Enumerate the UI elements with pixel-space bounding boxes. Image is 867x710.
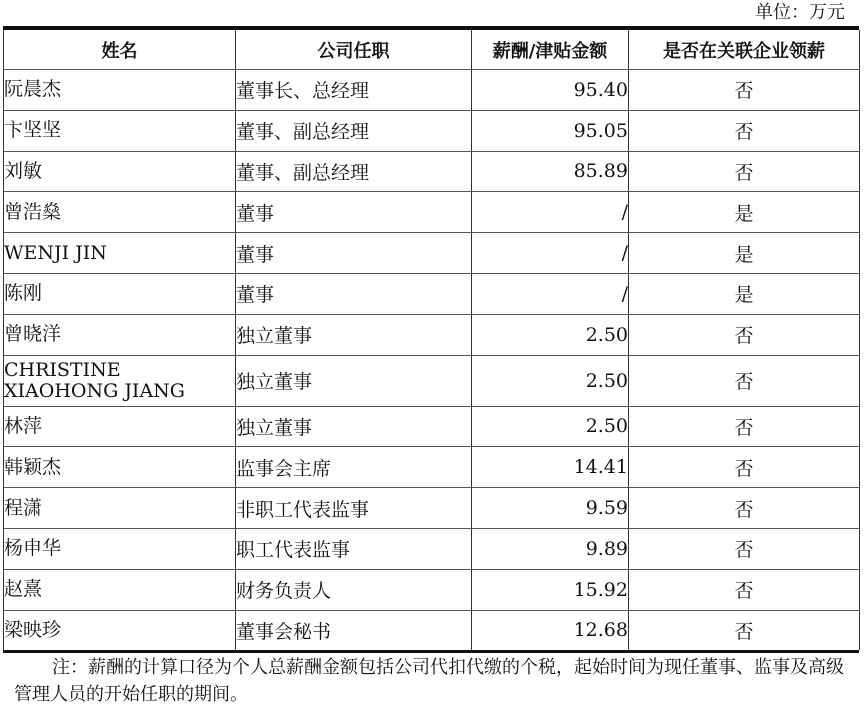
salary-table bbox=[3, 30, 860, 650]
cell-amount: 9.59 bbox=[472, 488, 629, 529]
table-row bbox=[4, 233, 860, 274]
cell-role: 独立董事 bbox=[236, 406, 472, 447]
table-bottom-rule bbox=[3, 650, 859, 653]
cell-related-pay: 否 bbox=[629, 110, 860, 151]
cell-amount: 15.92 bbox=[472, 569, 629, 610]
header-related-pay: 是否在关联企业领薪 bbox=[629, 30, 860, 70]
footnote bbox=[14, 654, 859, 708]
footnote-text: 注：薪酬的计算口径为个人总薪酬金额包括公司代扣代缴的个税，起始时间为现任董事、监事及高级管理人员的开始任职的期间。 bbox=[14, 657, 844, 705]
cell-amount: / bbox=[472, 273, 629, 314]
cell-amount: / bbox=[472, 233, 629, 274]
cell-amount: 12.68 bbox=[472, 610, 629, 650]
cell-role: 董事、副总经理 bbox=[236, 151, 472, 192]
table-row bbox=[4, 406, 860, 447]
cell-role: 董事 bbox=[236, 192, 472, 233]
table-row bbox=[4, 355, 860, 406]
cell-role: 财务负责人 bbox=[236, 569, 472, 610]
cell-name: 卞坚坚 bbox=[4, 110, 236, 151]
cell-name: 赵熹 bbox=[4, 569, 236, 610]
header-name: 姓名 bbox=[4, 30, 236, 70]
cell-name: 曾晓洋 bbox=[4, 314, 236, 355]
header-role: 公司任职 bbox=[236, 30, 472, 70]
cell-name: 程潇 bbox=[4, 488, 236, 529]
table-row bbox=[4, 70, 860, 111]
cell-name: 曾浩燊 bbox=[4, 192, 236, 233]
cell-amount: 9.89 bbox=[472, 528, 629, 569]
cell-amount: 2.50 bbox=[472, 355, 629, 406]
table-header-row bbox=[4, 30, 860, 70]
cell-name: 阮晨杰 bbox=[4, 70, 236, 111]
cell-name-line: XIAOHONG JIANG bbox=[4, 379, 185, 402]
cell-role: 董事会秘书 bbox=[236, 610, 472, 650]
unit-label: 单位：万元 bbox=[755, 2, 845, 23]
cell-name: WENJI JIN bbox=[4, 233, 236, 274]
cell-amount: / bbox=[472, 192, 629, 233]
cell-role: 职工代表监事 bbox=[236, 528, 472, 569]
cell-role: 独立董事 bbox=[236, 355, 472, 406]
cell-name bbox=[4, 355, 236, 406]
table-row bbox=[4, 192, 860, 233]
cell-role: 董事 bbox=[236, 273, 472, 314]
cell-amount: 2.50 bbox=[472, 406, 629, 447]
cell-related-pay: 否 bbox=[629, 528, 860, 569]
table-row bbox=[4, 110, 860, 151]
cell-name: 陈刚 bbox=[4, 273, 236, 314]
cell-related-pay: 否 bbox=[629, 610, 860, 650]
cell-role: 董事长、总经理 bbox=[236, 70, 472, 111]
table-row bbox=[4, 447, 860, 488]
cell-name: 韩颖杰 bbox=[4, 447, 236, 488]
cell-role: 监事会主席 bbox=[236, 447, 472, 488]
header-amount: 薪酬/津贴金额 bbox=[472, 30, 629, 70]
cell-name: 林萍 bbox=[4, 406, 236, 447]
table-row bbox=[4, 528, 860, 569]
table-row bbox=[4, 488, 860, 529]
cell-role: 董事 bbox=[236, 233, 472, 274]
cell-related-pay: 是 bbox=[629, 233, 860, 274]
cell-amount: 85.89 bbox=[472, 151, 629, 192]
table-row bbox=[4, 610, 860, 650]
cell-related-pay: 否 bbox=[629, 569, 860, 610]
cell-related-pay: 否 bbox=[629, 151, 860, 192]
table-row bbox=[4, 273, 860, 314]
cell-related-pay: 否 bbox=[629, 314, 860, 355]
cell-role: 董事、副总经理 bbox=[236, 110, 472, 151]
cell-role: 非职工代表监事 bbox=[236, 488, 472, 529]
cell-name: 刘敏 bbox=[4, 151, 236, 192]
cell-related-pay: 是 bbox=[629, 273, 860, 314]
cell-amount: 95.40 bbox=[472, 70, 629, 111]
cell-role: 独立董事 bbox=[236, 314, 472, 355]
cell-name-line: CHRISTINE bbox=[4, 358, 121, 381]
cell-name: 杨申华 bbox=[4, 528, 236, 569]
cell-related-pay: 否 bbox=[629, 355, 860, 406]
cell-related-pay: 否 bbox=[629, 447, 860, 488]
cell-related-pay: 否 bbox=[629, 488, 860, 529]
cell-amount: 95.05 bbox=[472, 110, 629, 151]
cell-name: 梁映珍 bbox=[4, 610, 236, 650]
cell-related-pay: 否 bbox=[629, 70, 860, 111]
table-row bbox=[4, 569, 860, 610]
table-row bbox=[4, 151, 860, 192]
cell-amount: 2.50 bbox=[472, 314, 629, 355]
table-row bbox=[4, 314, 860, 355]
cell-amount: 14.41 bbox=[472, 447, 629, 488]
cell-related-pay: 否 bbox=[629, 406, 860, 447]
cell-related-pay: 是 bbox=[629, 192, 860, 233]
